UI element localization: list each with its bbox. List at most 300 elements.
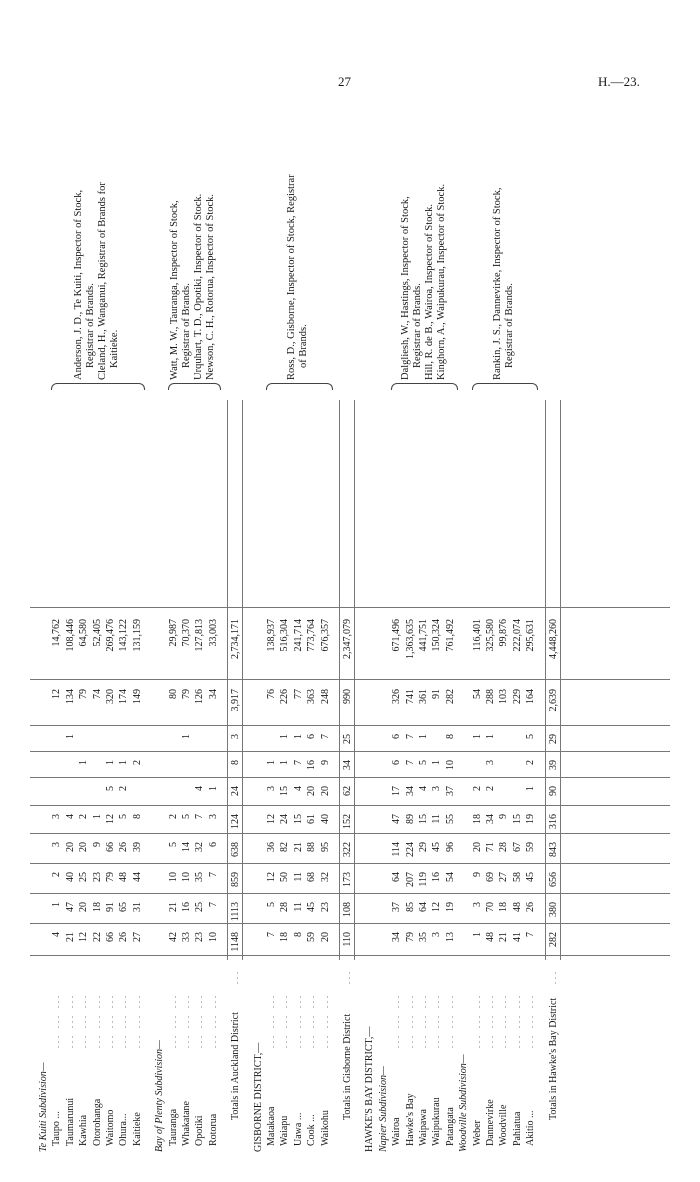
table-cell: 3 bbox=[471, 902, 483, 907]
table-cell: 14 bbox=[181, 842, 192, 852]
row-label: Tauranga bbox=[167, 1108, 179, 1146]
table-cell: 29 bbox=[547, 734, 559, 744]
table-cell: 34 bbox=[207, 689, 219, 699]
table-cell: 15 bbox=[292, 814, 304, 824]
table-cell: 21 bbox=[64, 932, 76, 942]
table-cell: 79 bbox=[78, 689, 90, 699]
table-cell: 1 bbox=[78, 760, 90, 765]
table-cell: 380 bbox=[547, 902, 559, 917]
table-cell: 12 bbox=[266, 814, 277, 824]
row-label: Whakatane bbox=[181, 1101, 192, 1146]
table-cell: 27 bbox=[131, 932, 143, 942]
leader-dots: ... ... ... bbox=[132, 993, 142, 1048]
column-rule bbox=[30, 777, 670, 778]
table-cell: 4 bbox=[51, 932, 63, 937]
table-cell: 1 bbox=[485, 734, 496, 739]
leader-dots: ... ... ... bbox=[52, 993, 62, 1048]
total-rule bbox=[227, 400, 228, 960]
table-cell: 33 bbox=[181, 932, 192, 942]
table-cell: 24 bbox=[230, 786, 242, 796]
remark-line: Registrar of Brands. bbox=[85, 283, 97, 368]
row-label: Opotiki bbox=[194, 1115, 206, 1146]
table-cell: 3 bbox=[266, 786, 277, 791]
table-cell: 23 bbox=[91, 872, 103, 882]
table-cell: 95 bbox=[319, 842, 331, 852]
table-cell: 40 bbox=[64, 872, 76, 882]
table-cell: 59 bbox=[306, 932, 318, 942]
table-cell: 37 bbox=[391, 902, 403, 912]
table-cell: 1 bbox=[279, 760, 291, 765]
remark-line: Kaitieke. bbox=[109, 329, 121, 368]
table-cell: 4 bbox=[292, 786, 304, 791]
table-cell: 6 bbox=[391, 734, 403, 739]
table-row bbox=[320, 60, 331, 1160]
table-cell: 4,448,260 bbox=[547, 619, 559, 659]
table-cell: 66 bbox=[105, 932, 116, 942]
row-label: Wairoa bbox=[391, 1117, 403, 1146]
table-cell: 80 bbox=[167, 689, 179, 699]
table-cell: 45 bbox=[525, 872, 537, 882]
row-label: Matakaoa bbox=[266, 1106, 277, 1146]
table-cell: 15 bbox=[511, 814, 523, 824]
row-label: Patangata bbox=[444, 1107, 456, 1146]
table-cell: 124 bbox=[230, 814, 242, 829]
leader-dots: ... ... ... bbox=[106, 993, 115, 1048]
table-cell: 50 bbox=[279, 872, 291, 882]
table-cell: 10 bbox=[181, 872, 192, 882]
table-cell: 20 bbox=[78, 902, 90, 912]
table-cell: 85 bbox=[404, 902, 416, 912]
table-cell: 108 bbox=[342, 902, 353, 917]
table-cell: 2 bbox=[131, 760, 143, 765]
row-label: Waipawa bbox=[418, 1109, 429, 1146]
table-cell: 671,496 bbox=[391, 619, 403, 652]
table-cell: 16 bbox=[431, 872, 443, 882]
table-cell: 1 bbox=[51, 902, 63, 907]
table-cell: 12 bbox=[266, 872, 277, 882]
table-cell: 2 bbox=[118, 786, 130, 791]
table-row bbox=[132, 60, 143, 1160]
table-cell: 11 bbox=[292, 902, 304, 912]
total-rule bbox=[339, 400, 340, 960]
leader-dots: ... ... ... bbox=[92, 993, 102, 1048]
leader-dots: ... ... ... bbox=[392, 993, 402, 1048]
table-cell: 26 bbox=[525, 902, 537, 912]
table-cell: 150,324 bbox=[431, 619, 443, 652]
row-label: Waipukurau bbox=[431, 1097, 443, 1146]
leader-dots: ... ... ... bbox=[512, 993, 522, 1048]
table-cell: 316 bbox=[547, 814, 559, 829]
table-cell: 6 bbox=[306, 734, 318, 739]
table-cell: 134 bbox=[64, 689, 76, 704]
table-cell: 65 bbox=[118, 902, 130, 912]
table-cell: 224 bbox=[404, 842, 416, 857]
inspector-remark bbox=[169, 50, 217, 380]
table-cell: 20 bbox=[78, 842, 90, 852]
table-cell: 79 bbox=[181, 689, 192, 699]
section-heading bbox=[154, 60, 165, 1160]
table-cell: 173 bbox=[342, 872, 353, 887]
leader-dots: ... ... ... bbox=[499, 993, 509, 1048]
table-cell: 24 bbox=[279, 814, 291, 824]
table-cell: 35 bbox=[418, 932, 429, 942]
table-cell: 1148 bbox=[230, 932, 242, 952]
table-cell: 1 bbox=[105, 760, 116, 765]
section-heading bbox=[253, 60, 264, 1160]
table-cell: 12 bbox=[105, 814, 116, 824]
table-cell: 12 bbox=[431, 902, 443, 912]
table-cell: 1 bbox=[279, 734, 291, 739]
table-cell: 21 bbox=[167, 902, 179, 912]
table-cell: 7 bbox=[207, 872, 219, 877]
table-cell: 108,446 bbox=[64, 619, 76, 652]
table-cell: 322 bbox=[342, 842, 353, 857]
table-cell: 5 bbox=[118, 814, 130, 819]
table-cell: 3 bbox=[51, 842, 63, 847]
table-cell: 32 bbox=[194, 842, 206, 852]
table-cell: 45 bbox=[431, 842, 443, 852]
table-cell: 119 bbox=[418, 872, 429, 887]
table-cell: 9 bbox=[91, 842, 103, 847]
section-heading bbox=[364, 60, 375, 1160]
leader-dots: ... ... ... bbox=[320, 993, 330, 1048]
table-cell: 207 bbox=[404, 872, 416, 887]
table-cell: 71 bbox=[485, 842, 496, 852]
table-cell: 4 bbox=[194, 786, 206, 791]
table-cell: 76 bbox=[266, 689, 277, 699]
table-cell: 27 bbox=[498, 872, 510, 882]
total-rule bbox=[242, 400, 243, 960]
table-cell: 326 bbox=[391, 689, 403, 704]
remark-line: of Brands. bbox=[298, 324, 310, 368]
table-cell: 70 bbox=[485, 902, 496, 912]
table-cell: 52,405 bbox=[91, 619, 103, 647]
total-row bbox=[548, 60, 559, 1160]
table-cell: 7 bbox=[266, 932, 277, 937]
table-cell: 79 bbox=[105, 872, 116, 882]
remark-line: Registrar of Brands. bbox=[411, 283, 423, 368]
table-cell: 6 bbox=[207, 842, 219, 847]
table-cell: 1 bbox=[207, 786, 219, 791]
table-cell: 131,159 bbox=[131, 619, 143, 652]
table-cell: 5 bbox=[181, 814, 192, 819]
row-label: Totals in Hawke's Bay District bbox=[547, 997, 559, 1120]
table-cell: 3 bbox=[51, 814, 63, 819]
leader-dots: ... ... ... bbox=[208, 993, 218, 1048]
table-cell: 3 bbox=[431, 786, 443, 791]
row-label: Dannevirke bbox=[485, 1099, 496, 1146]
table-cell: 6 bbox=[391, 760, 403, 765]
table-cell: 55 bbox=[444, 814, 456, 824]
table-cell: 2 bbox=[525, 760, 537, 765]
rotated-table bbox=[30, 60, 670, 1160]
table-cell: 282 bbox=[547, 932, 559, 947]
table-cell: 325,580 bbox=[485, 619, 496, 652]
row-label: Woodville Subdivision— bbox=[458, 1054, 470, 1152]
table-cell: 47 bbox=[391, 814, 403, 824]
table-cell: 8 bbox=[131, 814, 143, 819]
row-label: Totals in Auckland District bbox=[230, 1012, 242, 1120]
table-cell: 361 bbox=[418, 689, 429, 704]
row-label: Kaitieke bbox=[131, 1112, 143, 1146]
table-cell: 9 bbox=[498, 814, 510, 819]
table-cell: 74 bbox=[91, 689, 103, 699]
table-cell: 48 bbox=[485, 932, 496, 942]
table-cell: 9 bbox=[319, 760, 331, 765]
section-heading bbox=[378, 60, 389, 1160]
row-label: Cook ... bbox=[306, 1114, 318, 1146]
table-cell: 1 bbox=[91, 814, 103, 819]
inspector-remark bbox=[286, 50, 310, 380]
table-cell: 7 bbox=[404, 734, 416, 739]
row-label: Waitomo bbox=[105, 1109, 116, 1146]
table-cell: 3 bbox=[207, 814, 219, 819]
page-number: 27 bbox=[338, 74, 351, 89]
table-cell: 8 bbox=[230, 760, 242, 765]
table-cell: 11 bbox=[431, 814, 443, 824]
table-cell: 2,347,079 bbox=[342, 619, 353, 659]
table-cell: 88 bbox=[306, 842, 318, 852]
leader-dots: ... ... ... bbox=[267, 993, 276, 1048]
table-cell: 859 bbox=[230, 872, 242, 887]
row-label: Rotorua bbox=[207, 1113, 219, 1146]
table-cell: 7 bbox=[207, 902, 219, 907]
leader-dots: ... ... ... bbox=[293, 993, 303, 1048]
table-row bbox=[525, 60, 536, 1160]
table-cell: 174 bbox=[118, 689, 130, 704]
table-cell: 114 bbox=[391, 842, 403, 857]
remark-line: Rankin, J. S., Dannevirke, Inspector of Stock, bbox=[491, 187, 503, 380]
table-cell: 103 bbox=[498, 689, 510, 704]
row-label: Otorohanga bbox=[91, 1098, 103, 1146]
table-cell: 363 bbox=[306, 689, 318, 704]
remark-line: Cleland, H., Wanganui, Registrar of Brands for bbox=[97, 182, 109, 380]
table-row bbox=[472, 60, 483, 1160]
table-cell: 23 bbox=[319, 902, 331, 912]
table-cell: 116,401 bbox=[471, 619, 483, 652]
table-cell: 2 bbox=[471, 786, 483, 791]
table-cell: 5 bbox=[105, 786, 116, 791]
table-cell: 320 bbox=[105, 689, 116, 704]
remark-line: Registrar of Brands. bbox=[181, 283, 193, 368]
table-cell: 1 bbox=[525, 786, 537, 791]
column-rule bbox=[30, 607, 670, 608]
table-cell: 295,631 bbox=[525, 619, 537, 652]
table-cell: 15 bbox=[418, 814, 429, 824]
table-cell: 441,751 bbox=[418, 619, 429, 652]
table-cell: 4 bbox=[418, 786, 429, 791]
table-cell: 3,917 bbox=[230, 689, 242, 712]
section-heading bbox=[458, 60, 469, 1160]
table-cell: 656 bbox=[547, 872, 559, 887]
table-cell: 16 bbox=[181, 902, 192, 912]
column-rule bbox=[30, 923, 670, 924]
table-cell: 1 bbox=[471, 932, 483, 937]
brace bbox=[266, 383, 333, 390]
table-cell: 37 bbox=[444, 786, 456, 796]
table-cell: 1 bbox=[431, 760, 443, 765]
table-cell: 8 bbox=[444, 734, 456, 739]
table-cell: 18 bbox=[279, 932, 291, 942]
table-cell: 110 bbox=[342, 932, 353, 947]
table-cell: 2 bbox=[167, 814, 179, 819]
row-label: Hawke's Bay bbox=[404, 1093, 416, 1146]
table-cell: 741 bbox=[404, 689, 416, 704]
table-cell: 90 bbox=[547, 786, 559, 796]
table-cell: 5 bbox=[418, 760, 429, 765]
row-label: Taumarunui bbox=[64, 1097, 76, 1146]
table-cell: 89 bbox=[404, 814, 416, 824]
table-cell: 31 bbox=[131, 902, 143, 912]
row-label: Uawa ... bbox=[292, 1112, 304, 1146]
table-cell: 5 bbox=[167, 842, 179, 847]
table-cell: 5 bbox=[266, 902, 277, 907]
table-cell: 4 bbox=[64, 814, 76, 819]
remark-line: Anderson, J. D., Te Kuiti, Inspector of Stock, bbox=[73, 189, 85, 380]
table-cell: 241,714 bbox=[292, 619, 304, 652]
table-cell: 21 bbox=[498, 932, 510, 942]
row-label: Te Kuiti Subdivision— bbox=[38, 1062, 49, 1152]
remark-line: Registrar of Brands. bbox=[503, 283, 515, 368]
table-cell: 39 bbox=[131, 842, 143, 852]
table-cell: 20 bbox=[319, 932, 331, 942]
row-label: Napier Subdivision— bbox=[377, 1066, 389, 1152]
table-cell: 20 bbox=[319, 786, 331, 796]
table-cell: 82 bbox=[279, 842, 291, 852]
table-cell: 3 bbox=[230, 734, 242, 739]
table-cell: 25 bbox=[78, 872, 90, 882]
row-label: Weber bbox=[471, 1120, 483, 1146]
table-cell: 64 bbox=[418, 902, 429, 912]
leader-dots: ... ... ... bbox=[168, 993, 178, 1048]
inspector-remark bbox=[400, 50, 448, 380]
column-rule bbox=[30, 893, 670, 894]
table-cell: 18 bbox=[498, 902, 510, 912]
table-cell: 1,363,635 bbox=[404, 619, 416, 659]
table-cell: 7 bbox=[525, 932, 537, 937]
remark-line: Newson, C. H., Rotorua, Inspector of Stock. bbox=[205, 193, 217, 380]
table-cell: 9 bbox=[471, 872, 483, 877]
row-label: Waikohu bbox=[319, 1110, 331, 1146]
table-cell: 2,734,171 bbox=[230, 619, 242, 659]
total-row bbox=[342, 60, 353, 1160]
brace bbox=[168, 383, 221, 390]
table-cell: 17 bbox=[391, 786, 403, 796]
leader-dots: ... ... ... bbox=[405, 993, 415, 1048]
leader-dots: ... bbox=[548, 969, 558, 984]
table-cell: 79 bbox=[404, 932, 416, 942]
table-cell: 12 bbox=[51, 689, 63, 699]
table-cell: 77 bbox=[292, 689, 304, 699]
leader-dots: ... ... ... bbox=[472, 993, 482, 1048]
table-cell: 54 bbox=[444, 872, 456, 882]
table-cell: 69 bbox=[485, 872, 496, 882]
table-cell: 1 bbox=[471, 734, 483, 739]
table-cell: 21 bbox=[292, 842, 304, 852]
inspector-remark bbox=[492, 50, 516, 380]
leader-dots: ... ... ... bbox=[432, 993, 442, 1048]
table-cell: 1 bbox=[292, 734, 304, 739]
table-cell: 25 bbox=[194, 902, 206, 912]
table-cell: 3 bbox=[485, 760, 496, 765]
table-cell: 143,122 bbox=[118, 619, 130, 652]
table-cell: 19 bbox=[525, 814, 537, 824]
table-cell: 12 bbox=[78, 932, 90, 942]
table-cell: 843 bbox=[547, 842, 559, 857]
leader-dots: ... bbox=[231, 969, 241, 984]
leader-dots: ... ... ... bbox=[486, 993, 495, 1048]
table-cell: 36 bbox=[266, 842, 277, 852]
leader-dots: ... ... ... bbox=[307, 993, 317, 1048]
table-cell: 990 bbox=[342, 689, 353, 704]
brace bbox=[51, 383, 144, 390]
table-cell: 126 bbox=[194, 689, 206, 704]
table-cell: 226 bbox=[279, 689, 291, 704]
table-cell: 67 bbox=[511, 842, 523, 852]
table-cell: 28 bbox=[498, 842, 510, 852]
table-cell: 99,876 bbox=[498, 619, 510, 647]
table-cell: 8 bbox=[292, 932, 304, 937]
leader-dots: ... ... ... bbox=[182, 993, 191, 1048]
table-cell: 269,476 bbox=[105, 619, 116, 652]
row-label: Bay of Plenty Subdivision— bbox=[154, 1040, 166, 1152]
leader-dots: ... ... ... bbox=[65, 993, 75, 1048]
column-rule bbox=[30, 751, 670, 752]
table-cell: 288 bbox=[485, 689, 496, 704]
table-cell: 33,003 bbox=[207, 619, 219, 647]
total-row bbox=[230, 60, 241, 1160]
table-cell: 282 bbox=[444, 689, 456, 704]
table-cell: 2 bbox=[51, 872, 63, 877]
remark-line: Ross, D., Gisborne, Inspector of Stock, Registrar bbox=[286, 174, 298, 380]
table-cell: 40 bbox=[319, 814, 331, 824]
table-cell: 47 bbox=[64, 902, 76, 912]
row-label: GISBORNE DISTRICT,— bbox=[252, 1042, 264, 1152]
remark-line: Watt, M. W., Tauranga, Inspector of Stock, bbox=[169, 200, 181, 380]
column-rule bbox=[30, 679, 670, 680]
remark-line: Kinghorn, A., Waipukurau, Inspector of Stock. bbox=[435, 183, 447, 380]
remark-line: Urquhart, T. D., Opotiki, Inspector of Stock. bbox=[193, 193, 205, 380]
table-cell: 7 bbox=[194, 814, 206, 819]
total-rule bbox=[545, 400, 546, 960]
table-cell: 41 bbox=[511, 932, 523, 942]
row-label: Ohura... bbox=[118, 1113, 130, 1146]
table-cell: 26 bbox=[118, 842, 130, 852]
table-cell: 229 bbox=[511, 689, 523, 704]
row-label: Akitio ... bbox=[525, 1110, 537, 1146]
table-cell: 20 bbox=[64, 842, 76, 852]
table-cell: 2 bbox=[78, 814, 90, 819]
table-cell: 29,987 bbox=[167, 619, 179, 647]
table-cell: 61 bbox=[306, 814, 318, 824]
table-cell: 48 bbox=[511, 902, 523, 912]
row-label: Taupo ... bbox=[51, 1111, 63, 1146]
table-cell: 1 bbox=[418, 734, 429, 739]
table-cell: 761,492 bbox=[444, 619, 456, 652]
table-cell: 54 bbox=[471, 689, 483, 699]
table-cell: 34 bbox=[391, 932, 403, 942]
table-cell: 5 bbox=[525, 734, 537, 739]
leader-dots: ... ... ... bbox=[526, 993, 536, 1048]
table-cell: 22 bbox=[91, 932, 103, 942]
table-cell: 42 bbox=[167, 932, 179, 942]
table-cell: 152 bbox=[342, 814, 353, 829]
column-rule bbox=[30, 725, 670, 726]
table-cell: 66 bbox=[105, 842, 116, 852]
page-code: H.—23. bbox=[598, 74, 640, 89]
section-heading bbox=[38, 60, 49, 1160]
table-cell: 13 bbox=[444, 932, 456, 942]
